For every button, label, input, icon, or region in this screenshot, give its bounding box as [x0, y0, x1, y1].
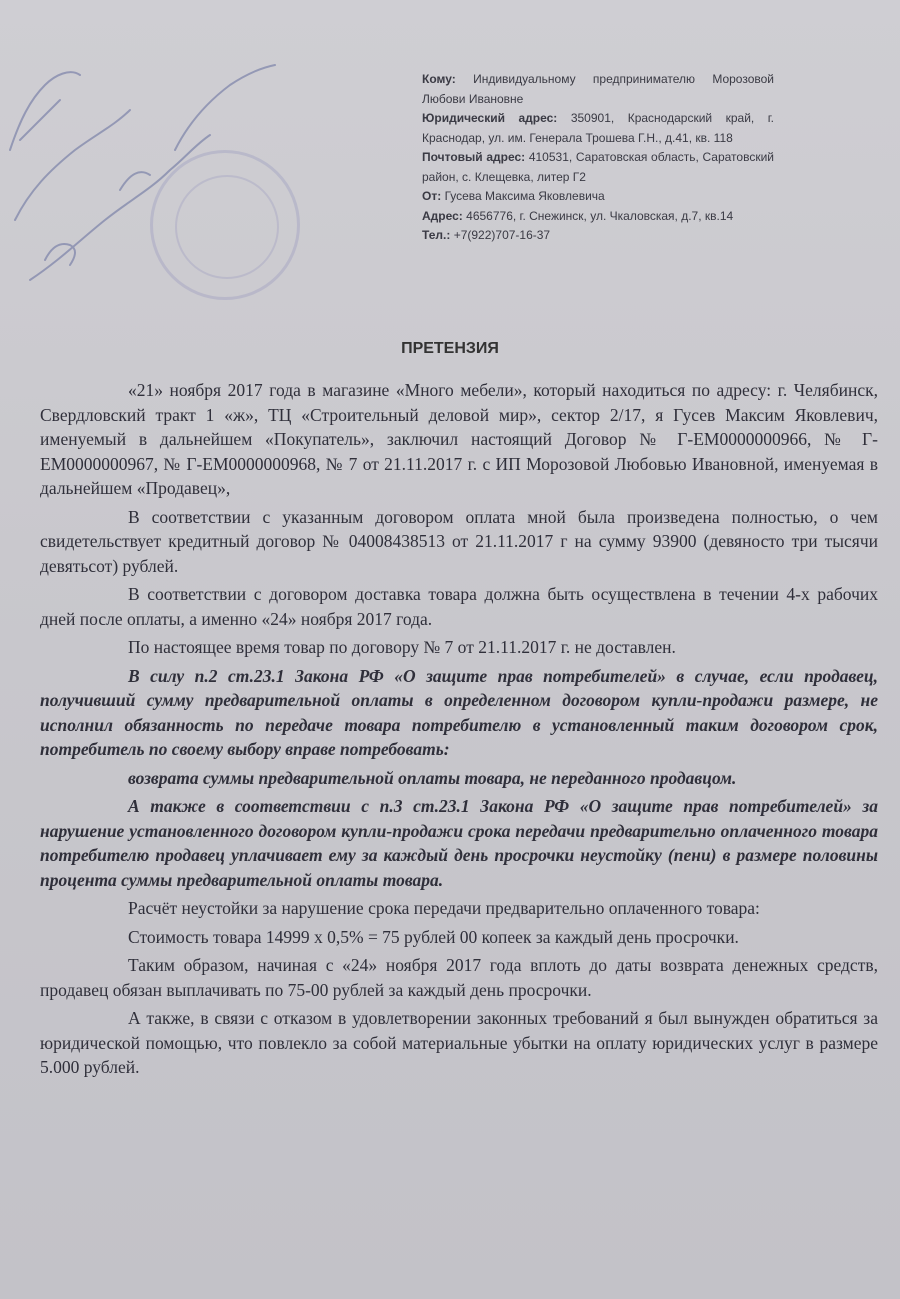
- legal-label: Юридический адрес:: [422, 111, 558, 125]
- paragraph-penalty-calc: Стоимость товара 14999 х 0,5% = 75 рублей 00 копеек за каждый день просрочки.: [128, 926, 739, 947]
- address-value: 4656776, г. Снежинск, ул. Чкаловская, д.7, кв.14: [466, 208, 734, 223]
- tel-value: +7(922)707-16-37: [453, 228, 551, 242]
- handwritten-signature: [0, 40, 300, 300]
- address-label: Адрес:: [422, 208, 463, 223]
- paragraph-contract: «21» ноября 2017 года в магазине «Много мебели», который находиться по адресу: г. Челябинск, Свердловский тракт 1 «ж», ТЦ «Строительный деловой мир», сектор 2/17, я Гусев Максим Яковлевич, именуемый в дальнейшем «Покупатель», заключил настоящий Договор № Г-ЕМ0000000966, № Г-ЕМ0000000967, № Г-ЕМ0000000968, № 7 от 21.11.2017 г. с ИП Морозовой Любовью Ивановной, именуемая в дальнейшем «Продавец»,: [40, 380, 878, 498]
- paragraph-payment: В соответствии с указанным договором оплата мной была произведена полностью, о чем свидетельствует кредитный договор № 04008438513 от 21.11.2017 г на сумму 93900 (девяносто три тысячи девятьсот) рублей.: [40, 506, 878, 576]
- paragraph-not-delivered: По настоящее время товар по договору № 7 от 21.11.2017 г. не доставлен.: [128, 637, 676, 657]
- addressee-to: [422, 70, 774, 109]
- from-value: Гусева Максима Яковлевича: [444, 189, 605, 203]
- postal-value: 410531, Саратовская область, Саратовский район, с. Клещевка, литер Г2: [422, 150, 774, 184]
- addressee-postal: [422, 148, 774, 187]
- paragraph-refund-demand: возврата суммы предварительной оплаты товара, не переданного продавцом.: [128, 767, 737, 788]
- to-label: Кому:: [422, 72, 456, 86]
- postal-label: Почтовый адрес:: [422, 150, 526, 164]
- to-value: Индивидуальному предпринимателю Морозовой Любови Ивановне: [422, 72, 774, 106]
- paragraph-law-clause-3: А также в соответствии с п.3 ст.23.1 Закона РФ «О защите прав потребителей» за нарушение установленного договором купли-продажи срока передачи предварительно оплаченного товара потребителю продавец уплачивает ему за каждый день просрочки неустойку (пени) в размере половины процента суммы предварительной оплаты товара.: [40, 796, 878, 890]
- legal-value: 350901, Краснодарский край, г. Краснодар, ул. им. Генерала Трошева Г.Н., д.41, кв. 118: [422, 111, 774, 145]
- document-title: ПРЕТЕНЗИЯ: [401, 340, 499, 357]
- paragraph-penalty-calc-heading: Расчёт неустойки за нарушение срока передачи предварительно оплаченного товара:: [128, 898, 760, 918]
- sender-phone: [422, 226, 774, 246]
- paragraph-penalty-obligation: Таким образом, начиная с «24» ноября 2017 года вплоть до даты возврата денежных средств, продавец обязан выплачивать по 75-00 рублей за каждый день просрочки.: [40, 955, 878, 1000]
- paragraph-delivery-terms: В соответствии с договором доставка товара должна быть осуществлена в течении 4-х рабочих дней после оплаты, а именно «24» ноября 2017 года.: [40, 584, 878, 629]
- from-label: От:: [422, 189, 442, 203]
- addressee-block: [422, 70, 774, 246]
- sender-address: [422, 207, 774, 227]
- paragraph-law-clause-2: В силу п.2 ст.23.1 Закона РФ «О защите прав потребителей» в случае, если продавец, получивший сумму предварительной оплаты в определенном договором купли-продажи размере, не исполнил обязанность по передаче товара потребителю в установленный таким договором срок, потребитель по своему выбору вправе потребовать:: [40, 665, 878, 759]
- document-body: [40, 378, 878, 1080]
- sender-from: [422, 187, 774, 207]
- addressee-legal: [422, 109, 774, 148]
- tel-label: Тел.:: [422, 228, 451, 242]
- paragraph-legal-costs: А также, в связи с отказом в удовлетворении законных требований я был вынужден обратиться за юридической помощью, что повлекло за собой материальные убытки на оплату юридических услуг в размере 5.000 рублей.: [40, 1008, 878, 1077]
